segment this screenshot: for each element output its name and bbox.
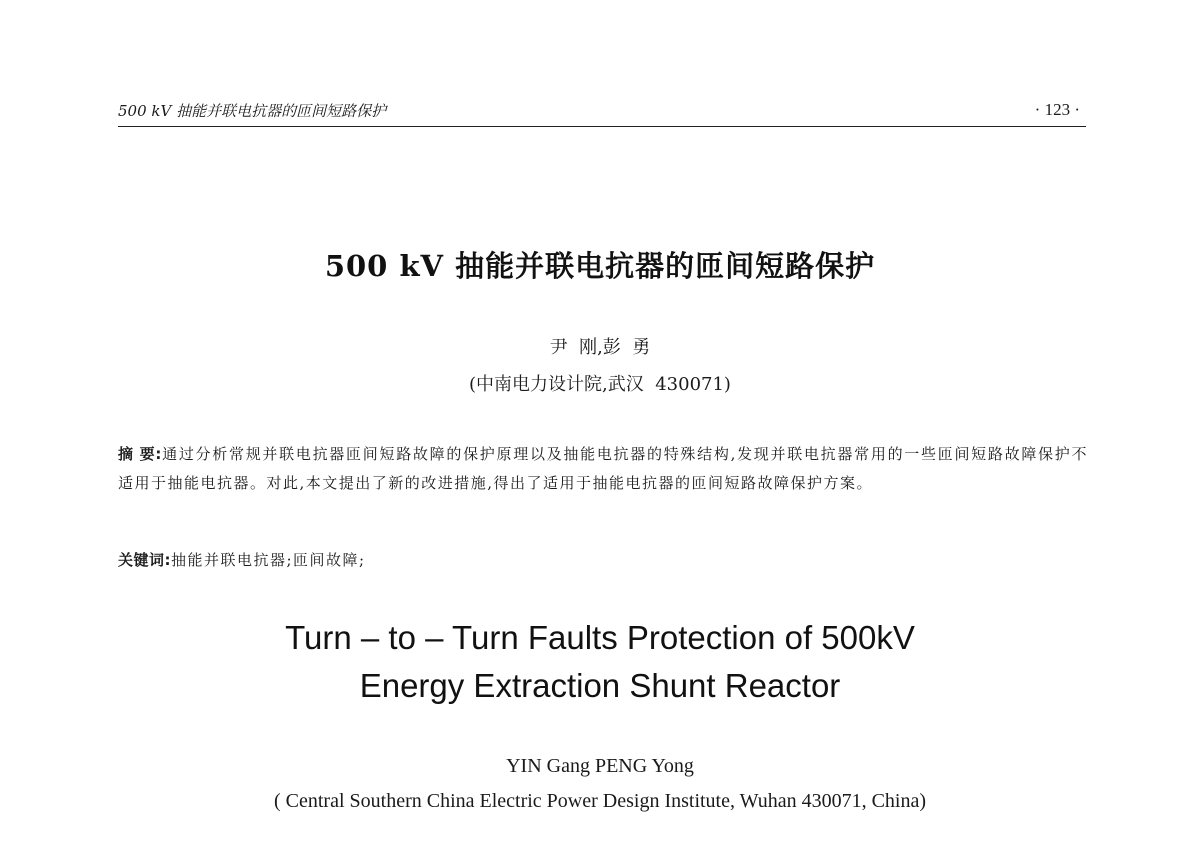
abstract-label: 摘 要:: [118, 445, 162, 463]
keywords: [118, 548, 1088, 572]
title-english-line-2: Energy Extraction Shunt Reactor: [359, 667, 841, 704]
affiliation-english: ( Central Southern China Electric Power Design Institute, Wuhan 430071, China): [273, 790, 927, 812]
keywords-text: 抽能并联电抗器;匝间故障;: [171, 551, 366, 569]
authors-english: YIN Gang PENG Yong: [506, 755, 694, 777]
authors-chinese: 尹 刚,彭 勇: [549, 337, 651, 358]
abstract: [118, 440, 1088, 498]
affiliation-chinese: (中南电力设计院,武汉 430071): [469, 374, 731, 395]
title-english-line-1: Turn – to – Turn Faults Protection of 500kV: [285, 619, 915, 656]
running-header: [118, 100, 1086, 127]
paper-title-english: [0, 614, 1200, 710]
abstract-text: 通过分析常规并联电抗器匝间短路故障的保护原理以及抽能电抗器的特殊结构,发现并联电抗器常用的一些匝间短路故障保护不适用于抽能电抗器。对此,本文提出了新的改进措施,得出了适用于抽能电抗器的匝间短路故障保护方案。: [118, 445, 1088, 492]
running-title: 500 kV 抽能并联电抗器的匝间短路保护: [118, 102, 387, 120]
keywords-label: 关键词:: [118, 551, 171, 569]
page-number: · 123 ·: [1034, 100, 1080, 119]
paper-title-chinese: 500 kV 抽能并联电抗器的匝间短路保护: [324, 249, 876, 283]
